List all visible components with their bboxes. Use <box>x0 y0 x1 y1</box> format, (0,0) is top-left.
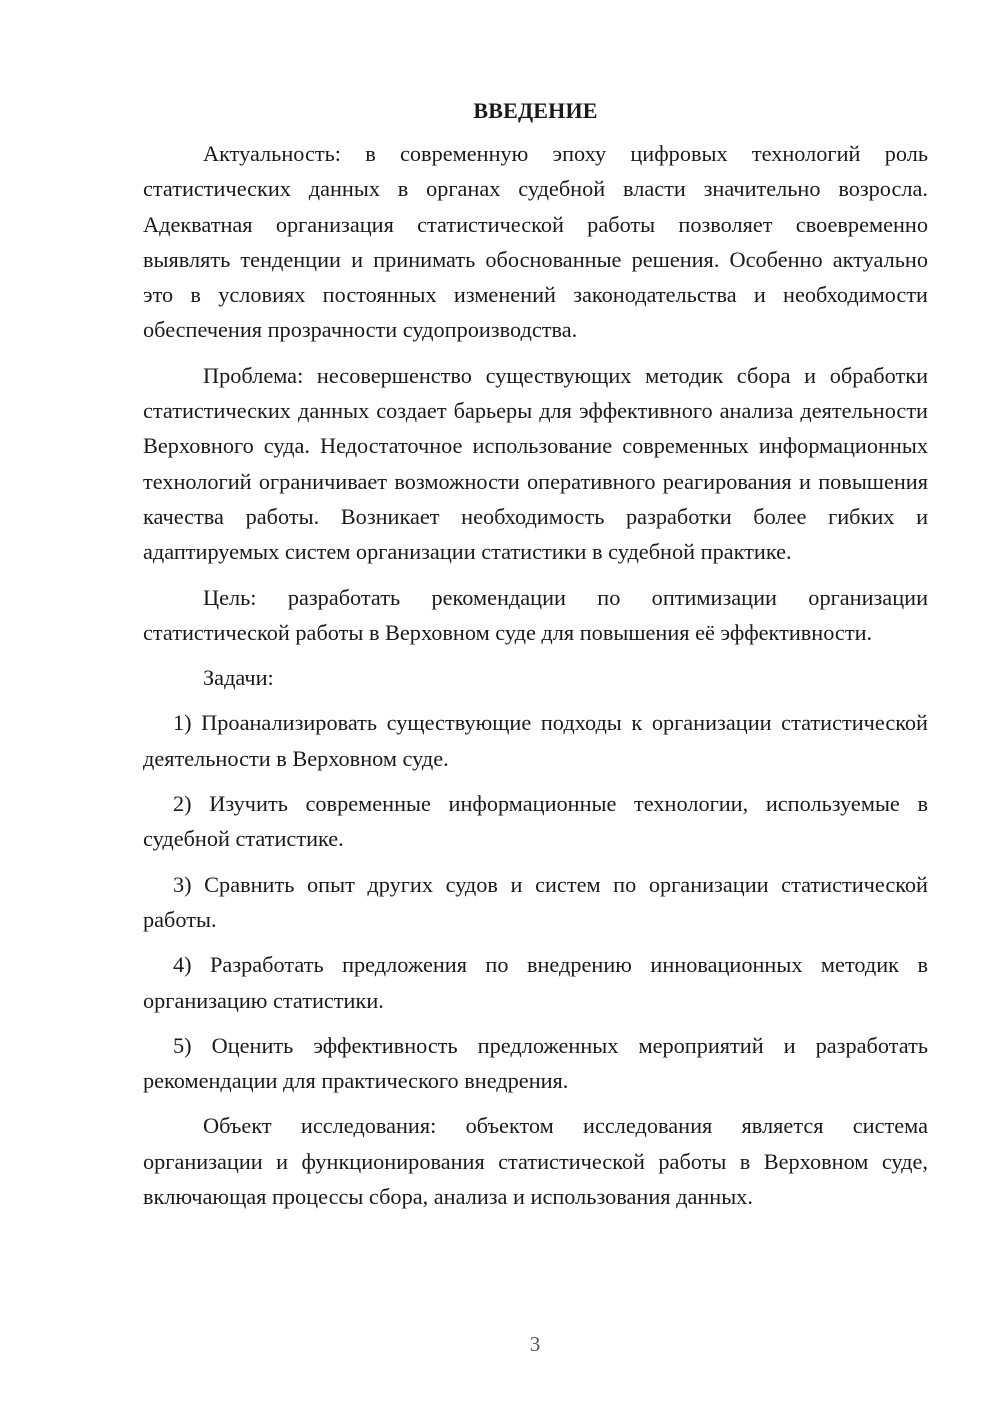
section-heading: ВВЕДЕНИЕ <box>473 98 598 123</box>
task-item-1: 1) Проанализировать существующие подходы к организации статистической деятельности в Верховном суде. <box>143 710 928 771</box>
task-item-2: 2) Изучить современные информационные технологии, используемые в судебной статистике. <box>143 791 928 852</box>
paragraph-goal: Цель: разработать рекомендации по оптимизации организации статистической работы в Верховном суде для повышения её эффективности. <box>143 584 928 645</box>
task-item-5: 5) Оценить эффективность предложенных мероприятий и разработать рекомендации для практического внедрения. <box>143 1032 928 1094</box>
paragraph-tasks-label: Задачи: <box>203 665 274 691</box>
task-item-3: 3) Сравнить опыт других судов и систем по организации статистической работы. <box>143 871 928 932</box>
page-number: 3 <box>529 1332 541 1356</box>
paragraph-relevance: Актуальность: в современную эпоху цифровых технологий роль статистических данных в органах судебной власти значительно возросла. Адекватная организация статистической работы позволяет своевременно выявлять тенденции и принимать обоснованные решения. Особенно актуально это в условиях постоянных изменений законодательства и необходимости обеспечения прозрачности судопроизводства. <box>143 141 928 343</box>
paragraph-research-object: Объект исследования: объектом исследования является система организации и функционирования статистической работы в Верховном суде, включающая процессы сбора, анализа и использования данных. <box>143 1113 928 1210</box>
document-page <box>143 92 928 1224</box>
paragraph-problem: Проблема: несовершенство существующих методик сбора и обработки статистических данных создает барьеры для эффективного анализа деятельности Верховного суда. Недостаточное использование современных информационных технологий ограничивает возможности оперативного реагирования и повышения качества работы. Возникает необходимость разработки более гибких и адаптируемых систем организации статистики в судебной практике. <box>143 362 928 565</box>
task-item-4: 4) Разработать предложения по внедрению инновационных методик в организацию статистики. <box>143 952 928 1013</box>
